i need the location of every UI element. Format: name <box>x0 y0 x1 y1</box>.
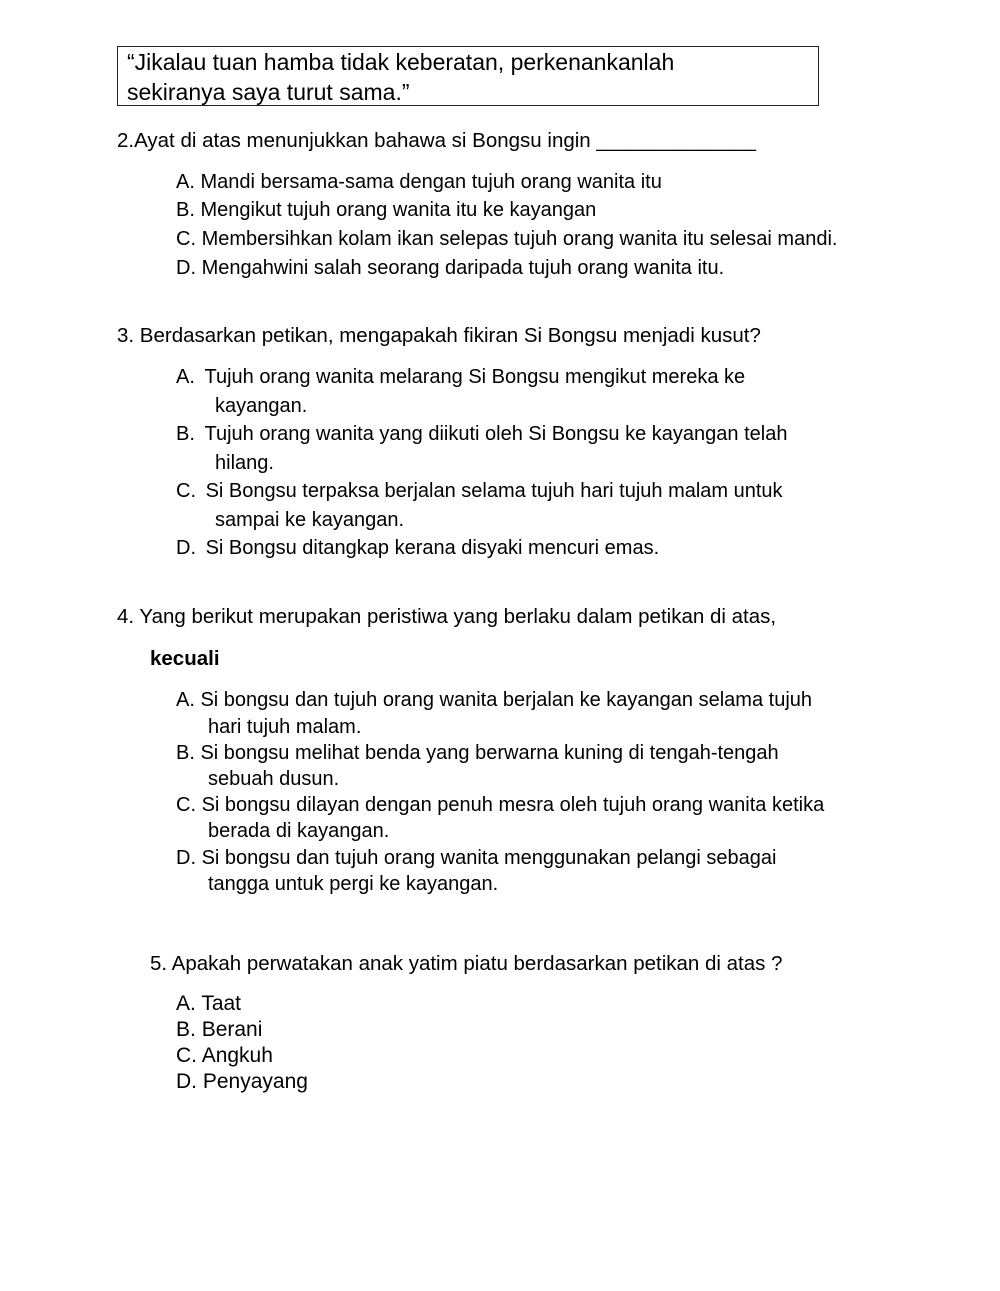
option-letter: D. <box>176 1070 197 1093</box>
question-5-option-c[interactable] <box>176 1043 273 1069</box>
option-text: Si bongsu melihat benda yang berwarna kuning di tengah-tengah <box>200 742 779 764</box>
question-3-option-c-continuation: sampai ke kayangan. <box>215 509 405 531</box>
option-text: Si bongsu dilayan dengan penuh mesra oleh tujuh orang wanita ketika <box>201 794 825 816</box>
option-text: Si bongsu dan tujuh orang wanita berjalan ke kayangan selama tujuh <box>200 689 813 711</box>
question-2-option-d[interactable] <box>176 255 724 281</box>
question-2-option-b[interactable] <box>176 197 596 223</box>
option-text: Taat <box>201 992 242 1015</box>
option-text: Penyayang <box>202 1070 308 1093</box>
option-text: Si Bongsu ditangkap kerana disyaki mencuri emas. <box>205 537 660 559</box>
question-4-option-b[interactable] <box>176 740 779 766</box>
question-2-text: 2.Ayat di atas menunjukkan bahawa si Bongsu ingin ______________ <box>117 129 757 152</box>
option-text: Tujuh orang wanita yang diikuti oleh Si Bongsu ke kayangan telah <box>204 423 788 445</box>
option-letter: C. <box>176 480 196 502</box>
quote-line-1: “Jikalau tuan hamba tidak keberatan, perkenankanlah <box>127 49 675 75</box>
question-2-option-a[interactable] <box>176 169 662 195</box>
question-4-option-d[interactable] <box>176 845 776 871</box>
option-letter: A. <box>176 171 195 193</box>
question-5-option-d[interactable] <box>176 1069 308 1095</box>
question-3-option-a-continuation: kayangan. <box>215 395 308 417</box>
option-letter: A. <box>176 689 195 711</box>
option-text: Si Bongsu terpaksa berjalan selama tujuh hari tujuh malam untuk <box>205 480 783 502</box>
question-4-emphasis: kecuali <box>150 647 220 670</box>
question-3-text: 3. Berdasarkan petikan, mengapakah fikiran Si Bongsu menjadi kusut? <box>117 324 761 347</box>
quote-line-2: sekiranya saya turut sama.” <box>127 79 410 105</box>
question-4-option-c[interactable] <box>176 792 824 818</box>
question-3-option-d[interactable] <box>176 535 659 561</box>
option-text: Tujuh orang wanita melarang Si Bongsu mengikut mereka ke <box>204 366 746 388</box>
option-text: Membersihkan kolam ikan selepas tujuh orang wanita itu selesai mandi. <box>201 228 838 250</box>
quote-box <box>117 46 819 106</box>
option-text: Angkuh <box>201 1044 273 1067</box>
option-letter: B. <box>176 1018 196 1041</box>
option-text: Mandi bersama-sama dengan tujuh orang wanita itu <box>200 171 662 193</box>
option-letter: A. <box>176 992 196 1015</box>
option-letter: D. <box>176 847 196 869</box>
option-letter: C. <box>176 794 196 816</box>
option-text: Si bongsu dan tujuh orang wanita menggunakan pelangi sebagai <box>201 847 777 869</box>
question-5-option-b[interactable] <box>176 1017 262 1043</box>
question-4-option-a[interactable] <box>176 687 812 713</box>
question-3-option-b-continuation: hilang. <box>215 452 274 474</box>
option-letter: C. <box>176 1044 197 1067</box>
option-letter: D. <box>176 537 196 559</box>
question-5-option-a[interactable] <box>176 991 241 1017</box>
option-text: Mengahwini salah seorang daripada tujuh orang wanita itu. <box>201 257 725 279</box>
option-letter: B. <box>176 742 195 764</box>
option-letter: A. <box>176 366 195 388</box>
question-3-option-a[interactable] <box>176 364 745 390</box>
option-text: Berani <box>201 1018 263 1041</box>
option-letter: D. <box>176 257 196 279</box>
question-4-option-b-continuation: sebuah dusun. <box>208 768 340 790</box>
question-2-option-c[interactable] <box>176 226 837 252</box>
option-letter: C. <box>176 228 196 250</box>
question-4-option-c-continuation: berada di kayangan. <box>208 820 390 842</box>
option-text: Mengikut tujuh orang wanita itu ke kayangan <box>200 199 597 221</box>
question-3-option-c[interactable] <box>176 478 783 504</box>
question-4-option-a-continuation: hari tujuh malam. <box>208 716 362 738</box>
question-3-option-b[interactable] <box>176 421 787 447</box>
option-letter: B. <box>176 423 195 445</box>
option-letter: B. <box>176 199 195 221</box>
question-5-text: 5. Apakah perwatakan anak yatim piatu berdasarkan petikan di atas ? <box>150 952 783 975</box>
question-4-option-d-continuation: tangga untuk pergi ke kayangan. <box>208 873 499 895</box>
question-4-text: 4. Yang berikut merupakan peristiwa yang berlaku dalam petikan di atas, <box>117 605 777 628</box>
